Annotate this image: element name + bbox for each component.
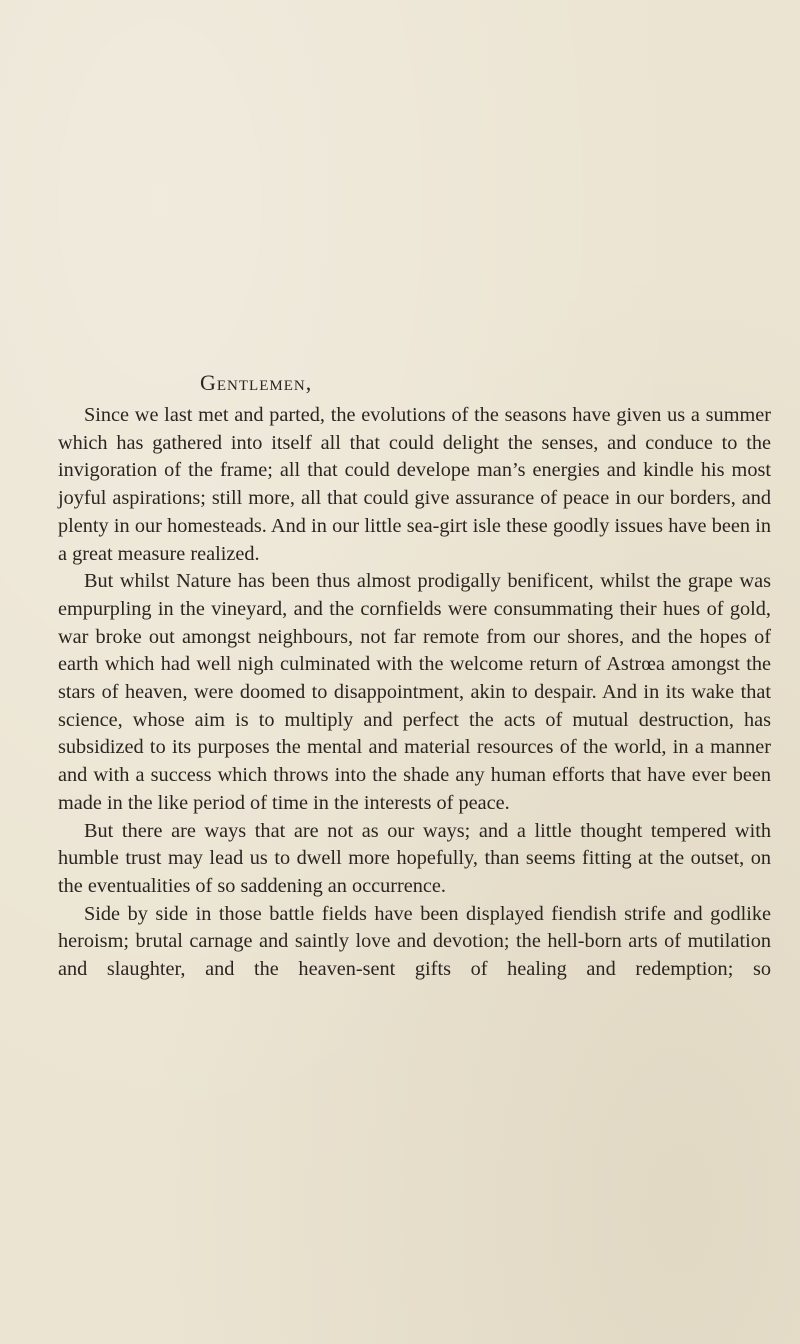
paragraph: But whilst Nature has been thus almost prodigally benificent, whilst the grape was empurpling in the vineyard, and the cornfields were consummating their hues of gold, war broke out amongst neighbours, not far remote from our shores, and the hopes of earth which had well nigh culminated with the welcome return of Astrœa amongst the stars of heaven, were doomed to disappointment, akin to despair. And in its wake that science, whose aim is to multiply and perfect the acts of mutual destruction, has subsidized to its purposes the mental and material resources of the world, in a manner and with a success which throws into the shade any human efforts that have ever been made in the like period of time in the interests of peace. <box>58 570 771 814</box>
body-text <box>58 402 771 984</box>
paragraph: But there are ways that are not as our ways; and a little thought tempered with humble trust may lead us to dwell more hopefully, than seems fitting at the outset, on the eventualities of so saddening an occurrence. <box>58 819 771 897</box>
paragraph: Side by side in those battle fields have been displayed fiendish strife and godlike heroism; brutal carnage and saintly love and devotion; the hell-born arts of mutilation and slaughter, and the heaven-sent gifts of healing and redemption; so <box>58 902 771 981</box>
salutation: Gentlemen, <box>200 370 313 395</box>
paragraph: Since we last met and parted, the evolutions of the seasons have given us a summer which has gathered into itself all that could delight the senses, and conduce to the invigoration of the frame; all that could develope man’s energies and kindle his most joyful aspirations; still more, all that could give assurance of peace in our borders, and plenty in our homesteads. And in our little sea-girt isle these goodly issues have been in a great measure realized. <box>58 404 771 565</box>
